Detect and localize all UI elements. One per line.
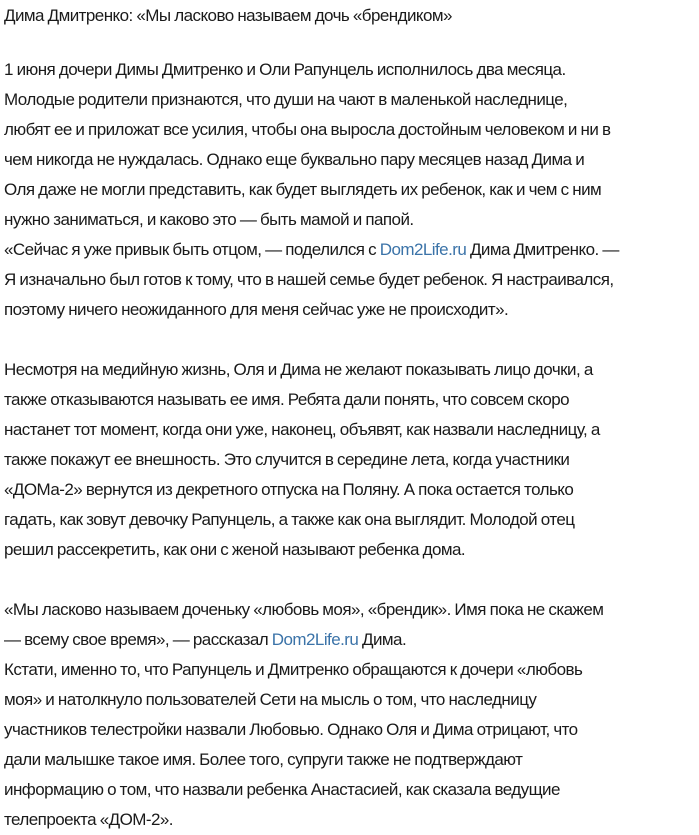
text-line: дали малышке такое имя. Более того, супруги также не подтверждают — [4, 750, 523, 769]
text-line: Оля даже не могли представить, как будет выглядеть их ребенок, как и чем с ним — [4, 180, 602, 199]
text-line: участников телестройки назвали Любовью. Однако Оля и Дима отрицают, что — [4, 720, 578, 739]
article-title: Дима Дмитренко: «Мы ласково называем дочь «брендиком» — [4, 6, 452, 25]
text-line: гадать, как зовут девочку Рапунцель, а также как она выглядит. Молодой отец — [4, 510, 575, 529]
text-line: 1 июня дочери Димы Дмитренко и Оли Рапунцель исполнилось два месяца. — [4, 60, 566, 79]
quote-text: — всему свое время», — рассказал — [4, 630, 272, 649]
text-line: нужно заниматься, и каково это — быть мамой и папой. — [4, 210, 414, 229]
text-line: «ДОМа-2» вернутся из декретного отпуска на Поляну. А пока остается только — [4, 480, 574, 499]
spacer — [4, 565, 699, 595]
text-line: также отказываются называть ее имя. Ребята дали понять, что совсем скоро — [4, 390, 570, 409]
text-line: телепроекта «ДОМ-2». — [4, 810, 173, 829]
spacer — [4, 325, 699, 355]
text-line: настанет тот момент, когда они уже, наконец, объявят, как назвали наследницу, а — [4, 420, 600, 439]
text-line: поэтому ничего неожиданного для меня сейчас уже не происходит». — [4, 300, 509, 319]
quote-text: Дима Дмитренко. — — [466, 240, 619, 259]
text-line: Молодые родители признаются, что души на чают в маленькой наследнице, — [4, 90, 568, 109]
text-line — [4, 625, 699, 655]
text-line: решил рассекретить, как они с женой называют ребенка дома. — [4, 540, 466, 559]
text-line: Кстати, именно то, что Рапунцель и Дмитренко обращаются к дочери «любовь — [4, 660, 583, 679]
text-line: чем никогда не нуждалась. Однако еще буквально пару месяцев назад Дима и — [4, 150, 585, 169]
text-line: Я изначально был готов к тому, что в нашей семье будет ребенок. Я настраивался, — [4, 270, 614, 289]
paragraph-name-rumors — [4, 655, 699, 835]
paragraph-quote-1 — [4, 235, 699, 325]
text-line: Несмотря на медийную жизнь, Оля и Дима не желают показывать лицо дочки, а — [4, 360, 593, 379]
text-line: также покажут ее внешность. Это случится в середине лета, когда участники — [4, 450, 570, 469]
quote-text: Дима. — [358, 630, 407, 649]
text-line: моя» и натолкнуло пользователей Сети на мысль о том, что наследницу — [4, 690, 537, 709]
dom2life-link[interactable]: Dom2Life.ru — [379, 240, 467, 259]
paragraph-quote-2 — [4, 595, 699, 655]
spacer — [4, 30, 699, 55]
text-line: любят ее и приложат все усилия, чтобы она выросла достойным человеком и ни в — [4, 120, 611, 139]
dom2life-link[interactable]: Dom2Life.ru — [271, 630, 359, 649]
text-line — [4, 235, 699, 265]
paragraph-intro — [4, 55, 699, 235]
text-line: «Мы ласково называем доченьку «любовь моя», «брендик». Имя пока не скажем — [4, 600, 604, 619]
text-line: информацию о том, что назвали ребенка Анастасией, как сказала ведущие — [4, 780, 560, 799]
quote-text: «Сейчас я уже привык быть отцом, — поделился с — [4, 240, 380, 259]
paragraph-media-life — [4, 355, 699, 565]
